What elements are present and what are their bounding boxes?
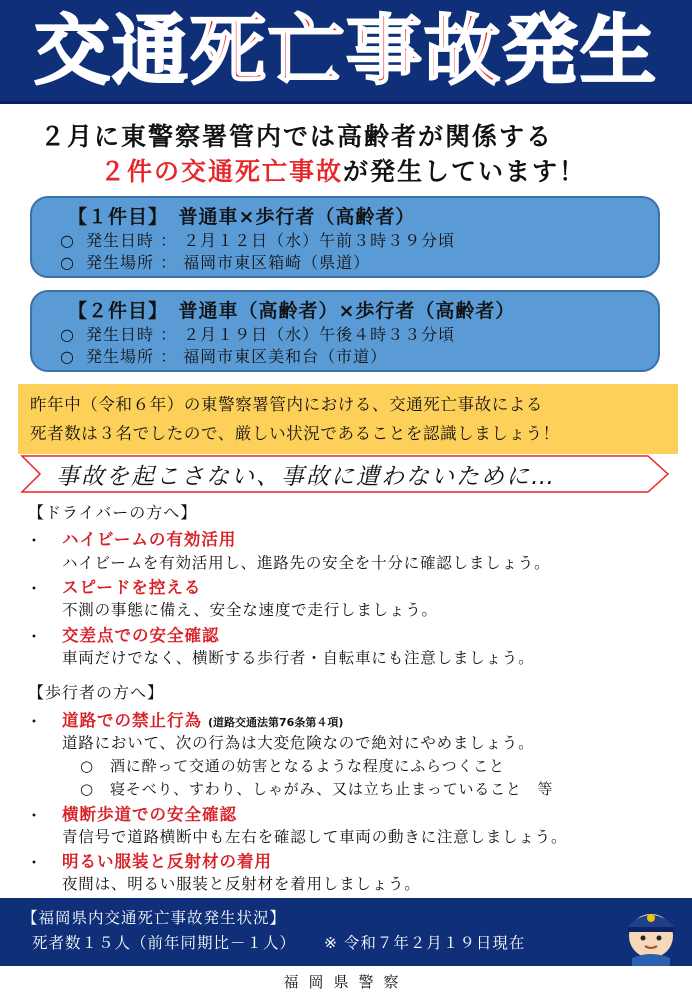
circle-mark: ○	[60, 253, 75, 272]
pedestrian-item-body: 青信号で道路横断中も左右を確認して車両の動きに注意しましょう。	[62, 828, 568, 846]
bullet: ・	[26, 806, 43, 825]
driver-item-title: 交差点での安全確認	[62, 626, 220, 645]
circle-mark: ○	[80, 757, 94, 775]
slogan-text: 事故を起こさない、事故に遭わないために…	[56, 464, 556, 490]
case-date: 発生日時 ： ２月１９日（水）午後４時３３分頃	[86, 325, 456, 344]
lead-highlight: ２件の交通死亡事故	[100, 157, 344, 186]
case-box-2	[30, 290, 660, 372]
pedestrians-label: 【歩行者の方へ】	[28, 683, 165, 702]
driver-item-body: 不測の事態に備え、安全な速度で走行しましょう。	[62, 601, 438, 619]
banner-text-fatal-accident: 死亡事故	[190, 5, 502, 95]
case-heading: 【１件目】 普通車×歩行者（高齢者）	[68, 206, 416, 228]
case-place-row	[60, 252, 658, 274]
pedestrian-item-title: 明るい服装と反射材の着用	[62, 852, 272, 871]
slogan-banner	[20, 454, 672, 494]
lead-rest: が発生しています！	[343, 157, 587, 186]
status-deaths: 死者数１５人（前年同期比－１人）	[32, 934, 297, 952]
footer-org: 福岡県警察	[283, 973, 409, 991]
notice-line-1: 昨年中（令和６年）の東警察署管内における、交通死亡事故による	[30, 395, 543, 414]
bullet: ・	[26, 712, 43, 731]
case-date-row	[60, 324, 658, 346]
circle-mark: ○	[60, 231, 75, 250]
drivers-label: 【ドライバーの方へ】	[28, 503, 198, 522]
case-date-row	[60, 230, 658, 252]
sub-item-text: 酒に酔って交通の妨害となるような程度にふらつくこと	[110, 757, 505, 775]
item-title-text: 道路での禁止行為	[62, 711, 202, 730]
law-note: (道路交通法第76条第４項)	[208, 716, 344, 729]
pedestrian-item-title: 横断歩道での安全確認	[62, 805, 237, 824]
case-place-row	[60, 346, 658, 368]
title-banner	[0, 0, 692, 104]
status-as-of: ※ 令和７年２月１９日現在	[324, 934, 526, 952]
police-officer-mascot-icon	[618, 900, 684, 966]
case-heading: 【２件目】 普通車（高齢者）×歩行者（高齢者）	[68, 300, 516, 322]
banner-text-traffic: 交通	[34, 5, 190, 95]
bullet: ・	[26, 853, 43, 872]
circle-mark: ○	[60, 347, 75, 366]
notice-line-2: 死者数は３名でしたので、厳しい状況であることを認識しましょう！	[30, 424, 560, 443]
circle-mark: ○	[80, 780, 94, 798]
case-box-1	[30, 196, 660, 278]
status-title: 【福岡県内交通死亡事故発生状況】	[22, 909, 287, 927]
notice-box	[18, 384, 678, 454]
lead-line-2	[0, 152, 692, 188]
bullet: ・	[26, 579, 43, 598]
circle-mark: ○	[60, 325, 75, 344]
status-box	[0, 898, 692, 966]
sub-item-text: 寝そべり、すわり、しゃがみ、又は立ち止まっていること 等	[110, 780, 554, 798]
case-date: 発生日時 ： ２月１２日（水）午前３時３９分頃	[86, 231, 456, 250]
driver-item-body: ハイビームを有効活用し、進路先の安全を十分に確認しましょう。	[62, 554, 551, 572]
pedestrian-item-body: 道路において、次の行為は大変危険なので絶対にやめましょう。	[62, 734, 535, 752]
driver-item-body: 車両だけでなく、横断する歩行者・自転車にも注意しましょう。	[62, 649, 535, 667]
lead-line-1: ２月に東警察署管内では高齢者が関係する	[40, 122, 554, 151]
case-place: 発生場所 ： 福岡市東区美和台（市道）	[86, 347, 388, 366]
driver-item-title: スピードを控える	[62, 578, 202, 597]
driver-item-title: ハイビームの有効活用	[62, 530, 237, 549]
sub-item	[80, 778, 553, 799]
case-place: 発生場所 ： 福岡市東区箱崎（県道）	[86, 253, 371, 272]
pedestrian-item-body: 夜間は、明るい服装と反射材を着用しましょう。	[62, 875, 421, 893]
bullet: ・	[26, 531, 43, 550]
pedestrian-item-title	[62, 707, 343, 731]
banner-text-occurred: 発生	[502, 5, 658, 95]
status-deaths-row	[22, 930, 692, 956]
sub-item	[80, 755, 505, 776]
bullet: ・	[26, 627, 43, 646]
